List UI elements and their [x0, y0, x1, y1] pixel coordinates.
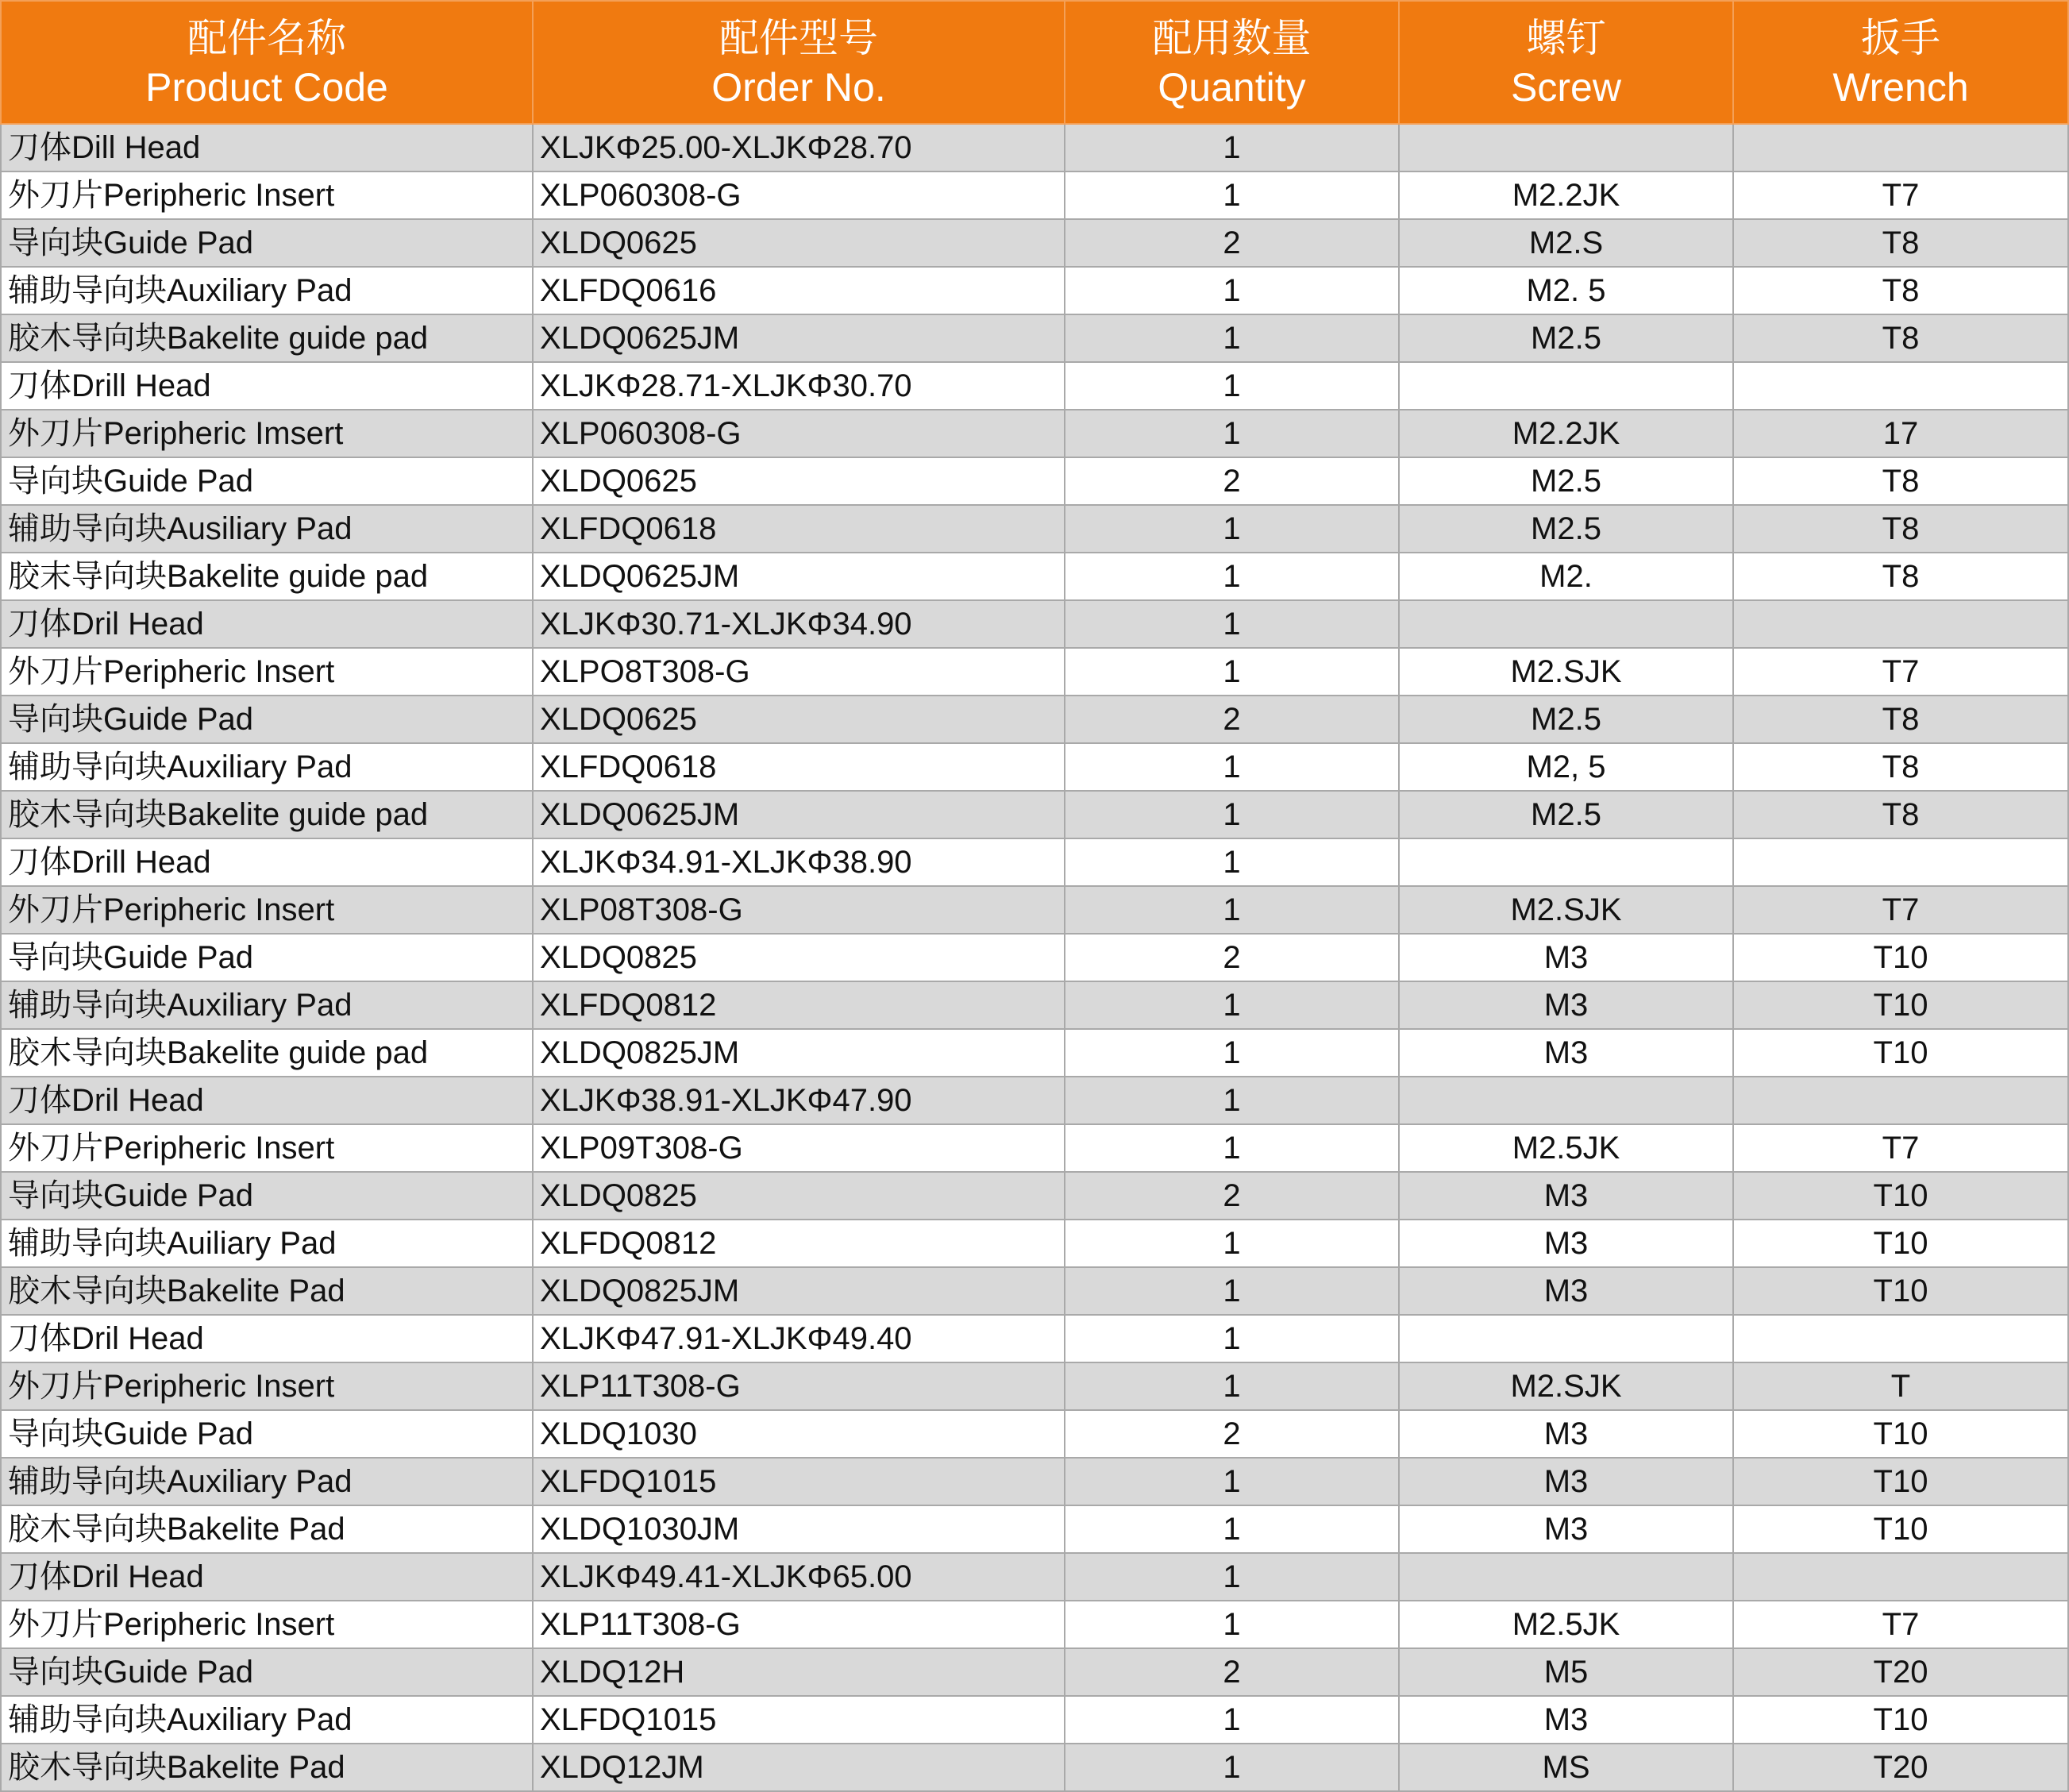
- table-row: [1, 1124, 2068, 1172]
- table-row: [1, 171, 2068, 219]
- product-code-cell: 刀体Drill Head: [1, 362, 533, 410]
- wrench-cell: T8: [1733, 219, 2068, 267]
- screw-cell: [1399, 124, 1733, 171]
- quantity-cell: 1: [1065, 600, 1399, 648]
- quantity-cell: 1: [1065, 362, 1399, 410]
- wrench-cell: T10: [1733, 1220, 2068, 1267]
- screw-cell: M2.SJK: [1399, 648, 1733, 696]
- wrench-cell: T7: [1733, 1601, 2068, 1648]
- screw-cell: M2.: [1399, 553, 1733, 600]
- table-row: [1, 838, 2068, 886]
- order-no-cell: XLDQ0825: [533, 934, 1065, 981]
- order-no-cell: XLP11T308-G: [533, 1601, 1065, 1648]
- quantity-cell: 1: [1065, 505, 1399, 553]
- order-no-cell: XLJKΦ30.71-XLJKΦ34.90: [533, 600, 1065, 648]
- table-row: [1, 219, 2068, 267]
- screw-cell: M2.5JK: [1399, 1601, 1733, 1648]
- screw-cell: M2.2JK: [1399, 171, 1733, 219]
- table-row: [1, 314, 2068, 362]
- product-code-cell: 辅助导向块Auxiliary Pad: [1, 267, 533, 314]
- product-code-cell: 导向块Guide Pad: [1, 1648, 533, 1696]
- product-code-cell: 胶木导向块Bakelite Pad: [1, 1744, 533, 1791]
- product-code-cell: 辅助导向块Auxiliary Pad: [1, 743, 533, 791]
- wrench-cell: [1733, 600, 2068, 648]
- quantity-cell: 1: [1065, 1220, 1399, 1267]
- header-row: [1, 1, 2068, 124]
- header-product-code-zh: 配件名称: [187, 15, 346, 60]
- screw-cell: M2.SJK: [1399, 886, 1733, 934]
- order-no-cell: XLDQ0625JM: [533, 553, 1065, 600]
- wrench-cell: T10: [1733, 981, 2068, 1029]
- product-code-cell: 胶末导向块Bakelite guide pad: [1, 553, 533, 600]
- wrench-cell: T7: [1733, 886, 2068, 934]
- product-code-cell: 导向块Guide Pad: [1, 457, 533, 505]
- quantity-cell: 2: [1065, 1172, 1399, 1220]
- screw-cell: [1399, 362, 1733, 410]
- order-no-cell: XLDQ0825JM: [533, 1029, 1065, 1077]
- product-code-cell: 辅助导向块Auiliary Pad: [1, 1220, 533, 1267]
- wrench-cell: T7: [1733, 171, 2068, 219]
- product-code-cell: 胶木导向块Bakelite Pad: [1, 1505, 533, 1553]
- header-quantity: [1065, 1, 1399, 124]
- header-screw-en: Screw: [1511, 64, 1621, 110]
- quantity-cell: 1: [1065, 1601, 1399, 1648]
- order-no-cell: XLP09T308-G: [533, 1124, 1065, 1172]
- product-code-cell: 刀体Dill Head: [1, 124, 533, 171]
- product-code-cell: 刀体Dril Head: [1, 1315, 533, 1362]
- order-no-cell: XLDQ0625: [533, 696, 1065, 743]
- order-no-cell: XLFDQ1015: [533, 1458, 1065, 1505]
- screw-cell: M2.SJK: [1399, 1362, 1733, 1410]
- product-code-cell: 导向块Guide Pad: [1, 1410, 533, 1458]
- product-code-cell: 外刀片Peripheric Insert: [1, 648, 533, 696]
- table-row: [1, 1267, 2068, 1315]
- wrench-cell: T8: [1733, 457, 2068, 505]
- order-no-cell: XLFDQ1015: [533, 1696, 1065, 1744]
- table-row: [1, 1744, 2068, 1791]
- product-code-cell: 外刀片Peripheric Insert: [1, 886, 533, 934]
- product-code-cell: 外刀片Peripheric Insert: [1, 1124, 533, 1172]
- header-screw-zh: 螺钉: [1526, 15, 1606, 60]
- order-no-cell: XLP060308-G: [533, 171, 1065, 219]
- table-row: [1, 696, 2068, 743]
- screw-cell: M5: [1399, 1648, 1733, 1696]
- quantity-cell: 1: [1065, 648, 1399, 696]
- table-row: [1, 648, 2068, 696]
- header-order-no-en: Order No.: [711, 64, 886, 110]
- product-code-cell: 导向块Guide Pad: [1, 1172, 533, 1220]
- screw-cell: M2.5: [1399, 696, 1733, 743]
- wrench-cell: 17: [1733, 410, 2068, 457]
- table-row: [1, 791, 2068, 838]
- product-code-cell: 刀体Dril Head: [1, 1553, 533, 1601]
- screw-cell: [1399, 1553, 1733, 1601]
- table-row: [1, 410, 2068, 457]
- table-row: [1, 1553, 2068, 1601]
- table-row: [1, 1410, 2068, 1458]
- order-no-cell: XLJKΦ25.00-XLJKΦ28.70: [533, 124, 1065, 171]
- screw-cell: M3: [1399, 1029, 1733, 1077]
- order-no-cell: XLJKΦ34.91-XLJKΦ38.90: [533, 838, 1065, 886]
- table-body: [1, 124, 2068, 1791]
- quantity-cell: 1: [1065, 1553, 1399, 1601]
- quantity-cell: 2: [1065, 1410, 1399, 1458]
- quantity-cell: 1: [1065, 791, 1399, 838]
- wrench-cell: T8: [1733, 267, 2068, 314]
- wrench-cell: [1733, 838, 2068, 886]
- wrench-cell: T8: [1733, 505, 2068, 553]
- quantity-cell: 1: [1065, 1744, 1399, 1791]
- screw-cell: M3: [1399, 1267, 1733, 1315]
- screw-cell: [1399, 600, 1733, 648]
- order-no-cell: XLP08T308-G: [533, 886, 1065, 934]
- table-row: [1, 1362, 2068, 1410]
- table-row: [1, 743, 2068, 791]
- product-code-cell: 外刀片Peripheric Insert: [1, 1601, 533, 1648]
- wrench-cell: [1733, 1077, 2068, 1124]
- product-code-cell: 胶木导向块Bakelite guide pad: [1, 314, 533, 362]
- product-code-cell: 刀体Drill Head: [1, 838, 533, 886]
- screw-cell: M3: [1399, 1696, 1733, 1744]
- screw-cell: M3: [1399, 934, 1733, 981]
- table-row: [1, 1601, 2068, 1648]
- product-code-cell: 刀体Dril Head: [1, 1077, 533, 1124]
- table-row: [1, 1315, 2068, 1362]
- product-code-cell: 辅助导向块Ausiliary Pad: [1, 505, 533, 553]
- header-wrench-en: Wrench: [1832, 64, 1969, 110]
- wrench-cell: T8: [1733, 743, 2068, 791]
- table-row: [1, 1505, 2068, 1553]
- screw-cell: M3: [1399, 981, 1733, 1029]
- order-no-cell: XLDQ0625: [533, 219, 1065, 267]
- table-row: [1, 457, 2068, 505]
- table-row: [1, 553, 2068, 600]
- quantity-cell: 1: [1065, 1124, 1399, 1172]
- wrench-cell: T8: [1733, 553, 2068, 600]
- product-code-cell: 辅助导向块Auxiliary Pad: [1, 981, 533, 1029]
- quantity-cell: 2: [1065, 457, 1399, 505]
- product-code-cell: 外刀片Peripheric Insert: [1, 171, 533, 219]
- quantity-cell: 1: [1065, 124, 1399, 171]
- quantity-cell: 1: [1065, 1362, 1399, 1410]
- screw-cell: M2, 5: [1399, 743, 1733, 791]
- screw-cell: M2. 5: [1399, 267, 1733, 314]
- wrench-cell: T20: [1733, 1744, 2068, 1791]
- quantity-cell: 2: [1065, 934, 1399, 981]
- quantity-cell: 2: [1065, 696, 1399, 743]
- table-row: [1, 1648, 2068, 1696]
- screw-cell: M2.5: [1399, 314, 1733, 362]
- screw-cell: [1399, 1315, 1733, 1362]
- screw-cell: M2.5: [1399, 505, 1733, 553]
- wrench-cell: T10: [1733, 934, 2068, 981]
- order-no-cell: XLJKΦ47.91-XLJKΦ49.40: [533, 1315, 1065, 1362]
- header-product-code-en: Product Code: [145, 64, 388, 110]
- wrench-cell: T8: [1733, 314, 2068, 362]
- product-code-cell: 外刀片Peripheric Insert: [1, 1362, 533, 1410]
- order-no-cell: XLDQ0825JM: [533, 1267, 1065, 1315]
- table-row: [1, 362, 2068, 410]
- screw-cell: M3: [1399, 1505, 1733, 1553]
- header-order-no-zh: 配件型号: [719, 15, 878, 60]
- order-no-cell: XLDQ1030: [533, 1410, 1065, 1458]
- product-code-cell: 刀体Dril Head: [1, 600, 533, 648]
- table-row: [1, 1172, 2068, 1220]
- quantity-cell: 1: [1065, 886, 1399, 934]
- quantity-cell: 1: [1065, 314, 1399, 362]
- wrench-cell: [1733, 124, 2068, 171]
- table-row: [1, 505, 2068, 553]
- order-no-cell: XLDQ0625: [533, 457, 1065, 505]
- product-code-cell: 辅助导向块Auxiliary Pad: [1, 1458, 533, 1505]
- quantity-cell: 1: [1065, 981, 1399, 1029]
- screw-cell: [1399, 1077, 1733, 1124]
- order-no-cell: XLFDQ0812: [533, 981, 1065, 1029]
- product-code-cell: 辅助导向块Auxiliary Pad: [1, 1696, 533, 1744]
- table-header: [1, 1, 2068, 124]
- wrench-cell: T10: [1733, 1267, 2068, 1315]
- header-wrench: [1733, 1, 2068, 124]
- table-row: [1, 1220, 2068, 1267]
- screw-cell: M3: [1399, 1220, 1733, 1267]
- quantity-cell: 1: [1065, 1315, 1399, 1362]
- order-no-cell: XLDQ1030JM: [533, 1505, 1065, 1553]
- quantity-cell: 1: [1065, 1458, 1399, 1505]
- quantity-cell: 1: [1065, 1029, 1399, 1077]
- order-no-cell: XLJKΦ28.71-XLJKΦ30.70: [533, 362, 1065, 410]
- product-code-cell: 导向块Guide Pad: [1, 696, 533, 743]
- table-row: [1, 981, 2068, 1029]
- order-no-cell: XLFDQ0618: [533, 743, 1065, 791]
- screw-cell: M2.S: [1399, 219, 1733, 267]
- screw-cell: M2.5JK: [1399, 1124, 1733, 1172]
- order-no-cell: XLP11T308-G: [533, 1362, 1065, 1410]
- screw-cell: M3: [1399, 1172, 1733, 1220]
- table-row: [1, 124, 2068, 171]
- order-no-cell: XLPO8T308-G: [533, 648, 1065, 696]
- wrench-cell: T7: [1733, 1124, 2068, 1172]
- header-screw: [1399, 1, 1733, 124]
- order-no-cell: XLP060308-G: [533, 410, 1065, 457]
- header-quantity-zh: 配用数量: [1152, 15, 1312, 60]
- wrench-cell: [1733, 1315, 2068, 1362]
- table-row: [1, 1029, 2068, 1077]
- product-code-cell: 导向块Guide Pad: [1, 219, 533, 267]
- header-order-no: [533, 1, 1065, 124]
- screw-cell: M3: [1399, 1410, 1733, 1458]
- quantity-cell: 1: [1065, 743, 1399, 791]
- product-code-cell: 胶木导向块Bakelite guide pad: [1, 791, 533, 838]
- product-code-cell: 胶木导向块Bakelite Pad: [1, 1267, 533, 1315]
- wrench-cell: T10: [1733, 1029, 2068, 1077]
- order-no-cell: XLDQ12H: [533, 1648, 1065, 1696]
- order-no-cell: XLDQ0825: [533, 1172, 1065, 1220]
- wrench-cell: T8: [1733, 791, 2068, 838]
- header-product-code: [1, 1, 533, 124]
- quantity-cell: 1: [1065, 1267, 1399, 1315]
- table-row: [1, 1696, 2068, 1744]
- screw-cell: M2.5: [1399, 791, 1733, 838]
- quantity-cell: 1: [1065, 553, 1399, 600]
- order-no-cell: XLDQ0625JM: [533, 314, 1065, 362]
- screw-cell: M3: [1399, 1458, 1733, 1505]
- order-no-cell: XLFDQ0618: [533, 505, 1065, 553]
- wrench-cell: T10: [1733, 1696, 2068, 1744]
- product-code-cell: 胶木导向块Bakelite guide pad: [1, 1029, 533, 1077]
- quantity-cell: 2: [1065, 1648, 1399, 1696]
- table-row: [1, 1458, 2068, 1505]
- quantity-cell: 1: [1065, 171, 1399, 219]
- quantity-cell: 1: [1065, 1505, 1399, 1553]
- header-quantity-en: Quantity: [1158, 64, 1306, 110]
- wrench-cell: T20: [1733, 1648, 2068, 1696]
- header-wrench-zh: 扳手: [1861, 15, 1940, 60]
- wrench-cell: T10: [1733, 1458, 2068, 1505]
- product-code-cell: 外刀片Peripheric Imsert: [1, 410, 533, 457]
- screw-cell: [1399, 838, 1733, 886]
- quantity-cell: 1: [1065, 838, 1399, 886]
- wrench-cell: T10: [1733, 1172, 2068, 1220]
- quantity-cell: 1: [1065, 1077, 1399, 1124]
- order-no-cell: XLDQ12JM: [533, 1744, 1065, 1791]
- order-no-cell: XLJKΦ38.91-XLJKΦ47.90: [533, 1077, 1065, 1124]
- screw-cell: M2.5: [1399, 457, 1733, 505]
- table-row: [1, 600, 2068, 648]
- table-row: [1, 934, 2068, 981]
- wrench-cell: [1733, 362, 2068, 410]
- wrench-cell: T10: [1733, 1410, 2068, 1458]
- table-row: [1, 886, 2068, 934]
- table-row: [1, 1077, 2068, 1124]
- order-no-cell: XLDQ0625JM: [533, 791, 1065, 838]
- order-no-cell: XLFDQ0812: [533, 1220, 1065, 1267]
- screw-cell: M2.2JK: [1399, 410, 1733, 457]
- wrench-cell: T7: [1733, 648, 2068, 696]
- screw-cell: MS: [1399, 1744, 1733, 1791]
- quantity-cell: 1: [1065, 267, 1399, 314]
- quantity-cell: 1: [1065, 1696, 1399, 1744]
- quantity-cell: 1: [1065, 410, 1399, 457]
- product-code-cell: 导向块Guide Pad: [1, 934, 533, 981]
- order-no-cell: XLFDQ0616: [533, 267, 1065, 314]
- wrench-cell: T8: [1733, 696, 2068, 743]
- order-no-cell: XLJKΦ49.41-XLJKΦ65.00: [533, 1553, 1065, 1601]
- wrench-cell: [1733, 1553, 2068, 1601]
- table-row: [1, 267, 2068, 314]
- quantity-cell: 2: [1065, 219, 1399, 267]
- wrench-cell: T10: [1733, 1505, 2068, 1553]
- wrench-cell: T: [1733, 1362, 2068, 1410]
